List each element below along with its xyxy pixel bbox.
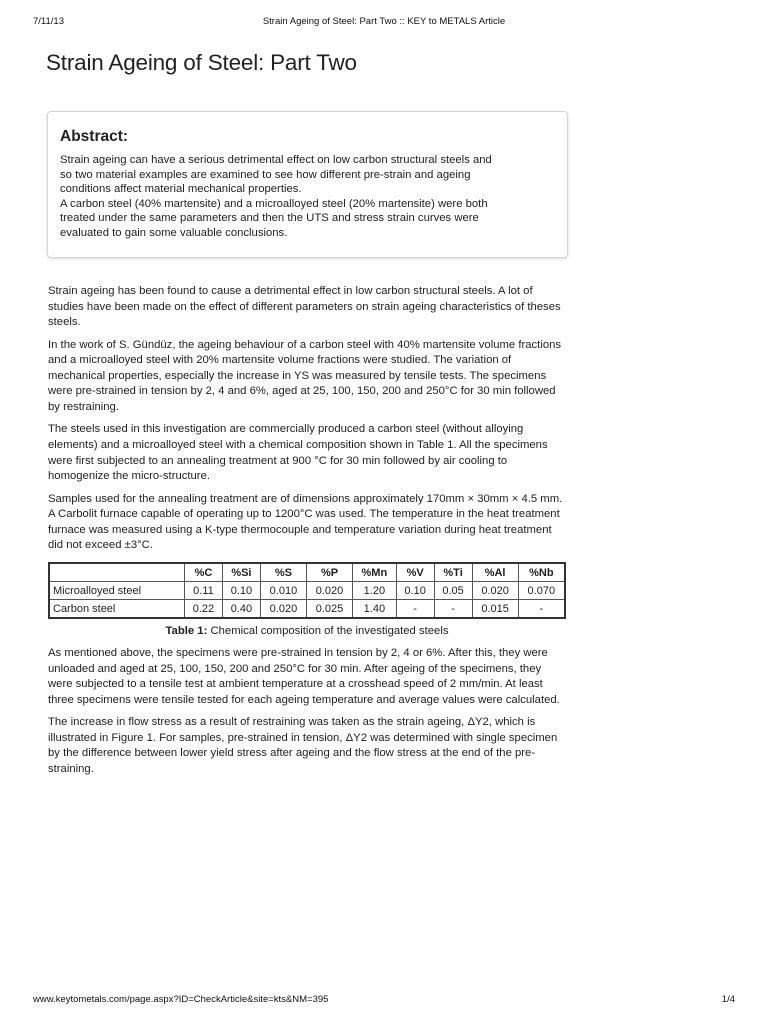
table-header-cell: %C bbox=[185, 563, 223, 582]
table-cell: 0.10 bbox=[222, 582, 260, 600]
abstract-box bbox=[47, 111, 568, 258]
paragraph: Strain ageing has been found to cause a detrimental effect in low carbon structural steels. A lot of studies have been made on the effect of different parameters on strain ageing characteristics of theses steels. bbox=[48, 285, 561, 329]
paragraph: The steels used in this investigation are commercially produced a carbon steel (without alloying elements) and a microalloyed steel with a chemical composition shown in Table 1. All the specimens were first subjected to an annealing treatment at 900 °C for 30 min followed by air cooling to homogenize the micro-structure. bbox=[48, 423, 548, 483]
table-header-cell: %Nb bbox=[518, 563, 565, 582]
abstract-text bbox=[60, 153, 555, 241]
paragraph: In the work of S. Gündüz, the ageing behaviour of a carbon steel with 40% martensite volume fractions and a microalloyed steel with 20% martensite volume fractions were studied. The variation of mechanical properties, especially the increase in YS was measured by tensile tests. The specimens were pre-strained in tension by 2, 4 and 6%, aged at 25, 100, 150, 200 and 250°C for 30 min followed by restraining. bbox=[48, 338, 562, 413]
page-title: Strain Ageing of Steel: Part Two bbox=[46, 50, 357, 75]
table-header-cell: %Al bbox=[472, 563, 518, 582]
abstract-line: evaluated to gain some valuable conclusions. bbox=[60, 226, 288, 239]
table-header-cell: %Ti bbox=[434, 563, 472, 582]
table-header-cell bbox=[49, 563, 185, 582]
table-cell: - bbox=[434, 600, 472, 619]
table-header-cell: %V bbox=[396, 563, 434, 582]
table-cell: - bbox=[518, 600, 565, 619]
table-cell: 1.40 bbox=[353, 600, 397, 619]
table-header-cell: %Mn bbox=[353, 563, 397, 582]
paragraph: As mentioned above, the specimens were pre-strained in tension by 2, 4 or 6%. After this, they were unloaded and aged at 25, 100, 150, 200 and 250°C for 30 min. After ageing of the specimens, they were subjected to a tensile test at ambient temperature at a crosshead speed of 2 mm/min. At least three specimens were tensile tested for each ageing temperature and average values were calculated. bbox=[48, 647, 560, 706]
table-cell: 0.010 bbox=[260, 582, 306, 600]
table-cell: Carbon steel bbox=[49, 600, 185, 619]
page-number: 1/4 bbox=[721, 994, 735, 1005]
table-cell: 0.05 bbox=[434, 582, 472, 600]
table-cell: 0.020 bbox=[472, 582, 518, 600]
table-cell: 1.20 bbox=[353, 582, 397, 600]
article-body-bottom bbox=[48, 646, 566, 784]
table-row bbox=[49, 600, 565, 619]
print-header-title: Strain Ageing of Steel: Part Two :: KEY to METALS Article bbox=[262, 16, 506, 27]
article-body-top bbox=[48, 284, 566, 561]
print-footer-url: www.keytometals.com/page.aspx?ID=CheckArticle&site=kts&NM=395 bbox=[33, 994, 329, 1005]
print-header bbox=[33, 16, 735, 30]
table-cell: 0.015 bbox=[472, 600, 518, 619]
table-cell: 0.10 bbox=[396, 582, 434, 600]
table-header-cell: %P bbox=[306, 563, 352, 582]
paragraph: Samples used for the annealing treatment are of dimensions approximately 170mm × 30mm × 4.5 mm. A Carbolit furnace capable of operating up to 1200°C was used. The temperature in the heat treatment furnace was measured using a K-type thermocouple and temperature variation during heat treatment did not exceed ±3°C. bbox=[48, 492, 563, 552]
abstract-line: conditions affect material mechanical properties. bbox=[60, 183, 302, 196]
abstract-heading: Abstract: bbox=[60, 128, 129, 145]
table-caption-text: Chemical composition of the investigated steels bbox=[207, 625, 449, 637]
table-cell: Microalloyed steel bbox=[49, 582, 185, 600]
table-caption bbox=[48, 625, 566, 637]
abstract-line: Strain ageing can have a serious detrimental effect on low carbon structural steels and bbox=[60, 154, 492, 166]
table-row bbox=[49, 582, 565, 600]
table-caption-label: Table 1: bbox=[165, 625, 208, 637]
table-cell: 0.22 bbox=[185, 600, 223, 619]
print-date: 7/11/13 bbox=[33, 16, 64, 27]
table-header-row bbox=[49, 563, 565, 582]
table-cell: 0.020 bbox=[306, 582, 352, 600]
paragraph: The increase in flow stress as a result of restraining was taken as the strain ageing, ΔY2, which is illustrated in Figure 1. For samples, pre-strained in tension, ΔY2 was determined with single specimen by the difference between lower yield stress after ageing and the flow stress at the end of the pre-straining. bbox=[48, 716, 558, 775]
table-cell: 0.025 bbox=[306, 600, 352, 619]
table-cell: 0.020 bbox=[260, 600, 306, 619]
abstract-line: treated under the same parameters and then the UTS and stress strain curves were bbox=[60, 212, 479, 225]
table-cell: 0.40 bbox=[222, 600, 260, 619]
abstract-line: A carbon steel (40% martensite) and a microalloyed steel (20% martensite) were both bbox=[60, 197, 488, 210]
table-cell: 0.11 bbox=[185, 582, 223, 600]
table-cell: 0.070 bbox=[518, 582, 565, 600]
table-header-cell: %S bbox=[260, 563, 306, 582]
table-cell: - bbox=[396, 600, 434, 619]
composition-table bbox=[48, 562, 566, 619]
composition-table-wrapper bbox=[48, 562, 566, 619]
print-footer bbox=[33, 994, 735, 1008]
table-header-cell: %Si bbox=[222, 563, 260, 582]
abstract-line: so two material examples are examined to see how different pre-strain and ageing bbox=[60, 168, 471, 181]
